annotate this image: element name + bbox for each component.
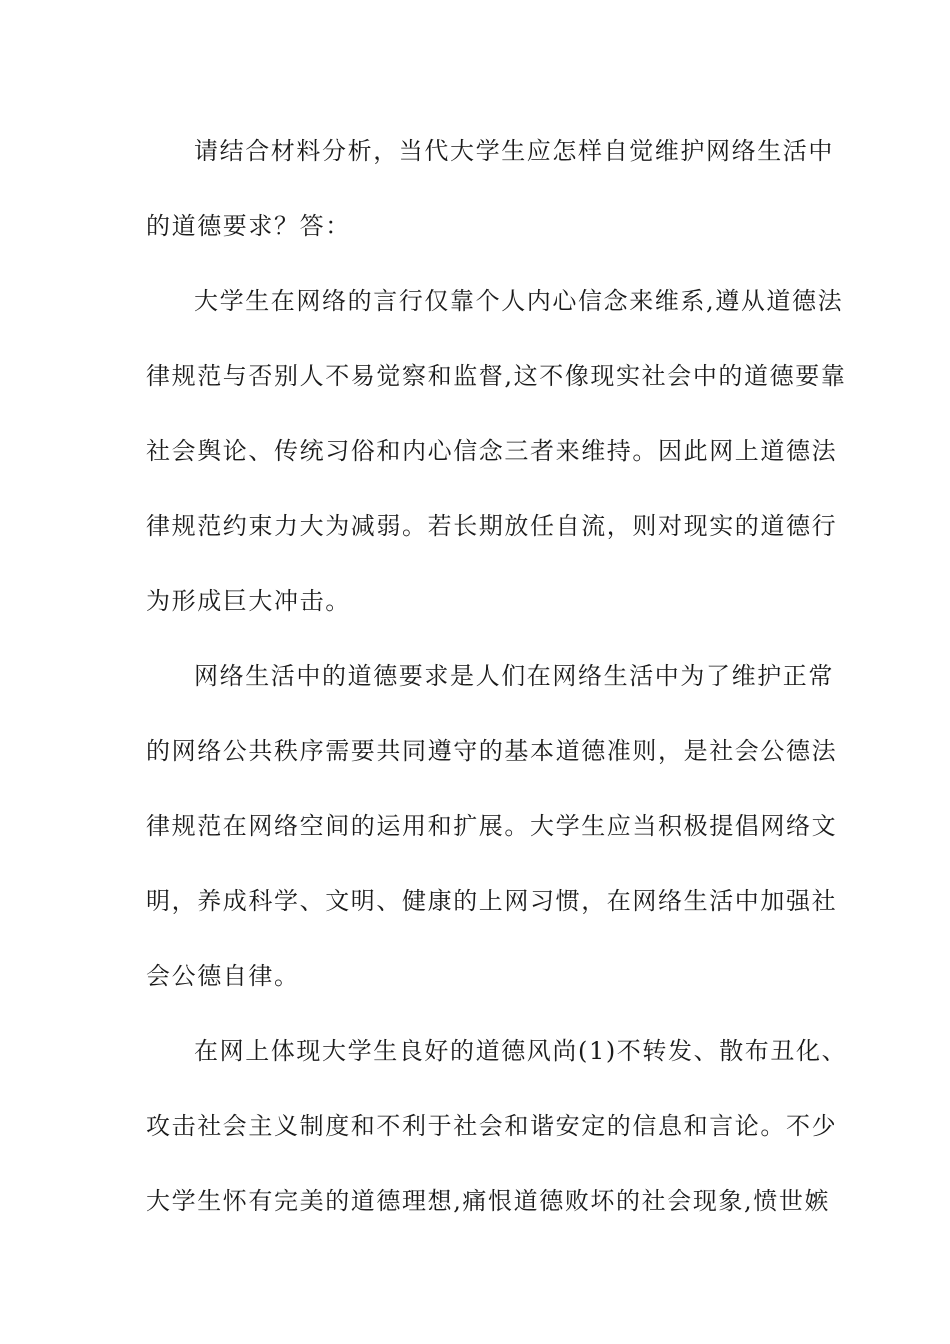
paragraph-line: 的网络公共秩序需要共同遵守的基本道德准则，是社会公德法 <box>146 737 838 765</box>
paragraph-line: 在网上体现大学生良好的道德风尚(1)不转发、散布丑化、 <box>194 1037 848 1065</box>
paragraph-line: 网络生活中的道德要求是人们在网络生活中为了维护正常 <box>194 662 834 690</box>
paragraph-line: 会公德自律。 <box>146 962 300 990</box>
paragraph-line: 大学生在网络的言行仅靠个人内心信念来维系,遵从道德法 <box>194 287 844 315</box>
paragraph-line: 的道德要求？答： <box>146 212 351 240</box>
paragraph-line: 请结合材料分析，当代大学生应怎样自觉维护网络生活中 <box>194 137 834 165</box>
paragraph-line: 为形成巨大冲击。 <box>146 587 351 615</box>
paragraph-line: 社会舆论、传统习俗和内心信念三者来维持。因此网上道德法 <box>146 437 838 465</box>
paragraph-line: 律规范与否别人不易觉察和监督,这不像现实社会中的道德要靠 <box>146 362 847 390</box>
paragraph-line: 律规范在网络空间的运用和扩展。大学生应当积极提倡网络文 <box>146 812 838 840</box>
paragraph-line: 律规范约束力大为减弱。若长期放任自流，则对现实的道德行 <box>146 512 838 540</box>
paragraph-line: 大学生怀有完美的道德理想,痛恨道德败坏的社会现象,愤世嫉 <box>146 1187 831 1215</box>
paragraph-line: 明，养成科学、文明、健康的上网习惯，在网络生活中加强社 <box>146 887 838 915</box>
paragraph-line: 攻击社会主义制度和不利于社会和谐安定的信息和言论。不少 <box>146 1112 838 1140</box>
